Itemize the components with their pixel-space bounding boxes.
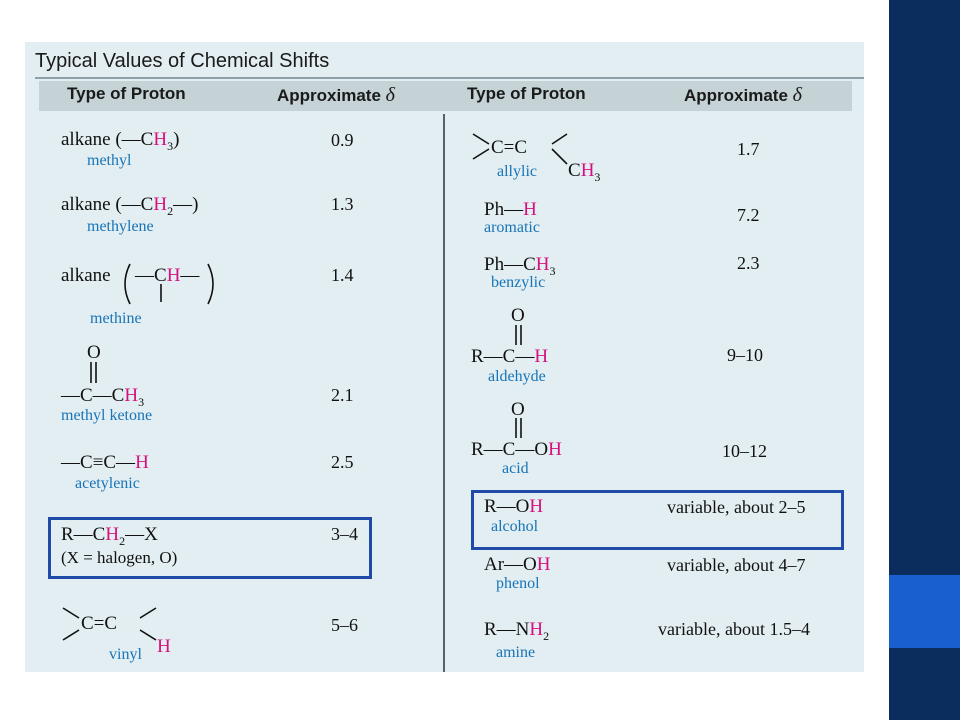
header-type-right: Type of Proton (467, 84, 586, 103)
formula-aldehyde: R—C—H (471, 346, 549, 367)
value-acid: 10–12 (722, 441, 767, 461)
formula-vinyl-h: H (157, 636, 171, 657)
sidebar-accent (889, 575, 960, 648)
formula-vinyl: C=C (81, 613, 118, 634)
value-alcohol: variable, about 2–5 (667, 497, 806, 517)
formula-acid: R—C—OH (471, 439, 562, 460)
value-halide: 3–4 (331, 524, 358, 544)
label-acetylenic: acetylenic (75, 475, 140, 492)
value-allylic: 1.7 (737, 139, 760, 159)
label-benzylic: benzylic (491, 274, 546, 291)
formula-allylic: C=C (491, 137, 528, 158)
label-allylic: allylic (497, 163, 537, 180)
value-methyl: 0.9 (331, 130, 354, 150)
label-alcohol: alcohol (491, 518, 539, 535)
formula-alkane-ch: alkane (61, 265, 111, 286)
label-aldehyde: aldehyde (488, 368, 546, 385)
label-methyl: methyl (87, 152, 132, 169)
header-shift-right: Approximate δ (684, 84, 802, 106)
formula-allylic-ch3: $CH_3$ (568, 160, 601, 184)
table-title: Typical Values of Chemical Shifts (35, 50, 330, 72)
formula-aldehyde-oxygen: O (511, 305, 525, 326)
label-aromatic: aromatic (484, 219, 540, 236)
formula-halide: $R—CH_2—X$ (61, 524, 158, 548)
value-vinyl: 5–6 (331, 615, 358, 635)
label-vinyl: vinyl (109, 646, 142, 663)
header-type-left: Type of Proton (67, 84, 186, 103)
value-acetylenic: 2.5 (331, 452, 354, 472)
formula-ketone-oxygen: O (87, 342, 101, 363)
value-amine: variable, about 1.5–4 (658, 619, 810, 639)
formula-acid-oxygen: O (511, 399, 525, 420)
formula-benzylic: $Ph—CH_3$ (484, 254, 556, 278)
formula-alkane-ch3: alkane $(—CH_3)$ (61, 129, 180, 153)
label-halide: (X = halogen, O) (61, 548, 178, 567)
formula-amine: $R—NH_2$ (484, 619, 550, 643)
formula-phenol: Ar—OH (484, 554, 551, 575)
value-aromatic: 7.2 (737, 205, 760, 225)
value-methyl-ketone: 2.1 (331, 385, 354, 405)
formula-methyl-ketone: $—C—CH_3$ (61, 385, 145, 409)
formula-alcohol: R—OH (484, 496, 544, 517)
label-amine: amine (496, 644, 536, 661)
label-methine: methine (90, 310, 142, 327)
chemical-shift-table (25, 42, 864, 672)
formula-acetylenic: —C≡C—H (61, 452, 149, 473)
formula-alkane-ch2: alkane $(—CH_2—)$ (61, 194, 199, 218)
label-acid: acid (502, 460, 529, 477)
label-phenol: phenol (496, 575, 540, 592)
label-methylene: methylene (87, 218, 154, 235)
label-methyl-ketone: methyl ketone (61, 407, 153, 424)
value-methylene: 1.3 (331, 194, 354, 214)
value-aldehyde: 9–10 (727, 345, 763, 365)
value-benzylic: 2.3 (737, 253, 760, 273)
value-phenol: variable, about 4–7 (667, 555, 806, 575)
header-shift-left: Approximate δ (277, 84, 395, 106)
formula-methine-group: —CH— (135, 265, 200, 286)
formula-aromatic: Ph—H (484, 199, 537, 220)
value-methine: 1.4 (331, 265, 354, 285)
